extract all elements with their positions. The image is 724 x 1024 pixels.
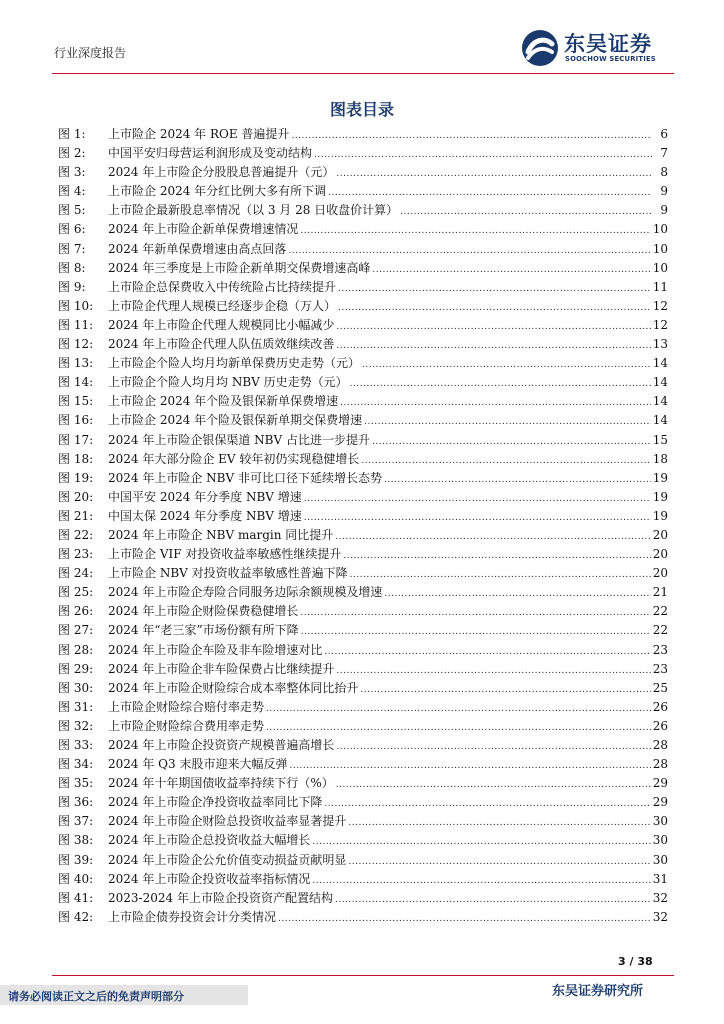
toc-leader-dots [336,165,652,184]
toc-entry-number: 图 2: [58,146,86,161]
toc-entry[interactable] [58,163,668,182]
toc-entry-number: 图 31: [58,699,94,714]
toc-entry-title[interactable]: 上市险企最新股息率情况（以 3 月 28 日收盘价计算） [108,203,399,218]
toc-entry-number: 图 36: [58,795,94,810]
toc-leader-dots [384,585,650,604]
toc-entry[interactable] [58,316,668,335]
toc-leader-dots [372,261,650,280]
toc-entry[interactable] [58,450,668,469]
toc-leader-dots [336,776,651,795]
toc-entry-title[interactable]: 上市险企个险人均月均 NBV 历史走势（元） [108,375,348,390]
toc-entry-page[interactable]: 8 [660,165,668,180]
toc-leader-dots [384,471,651,490]
disclaimer-box [0,985,248,1005]
toc-entry[interactable] [58,602,668,621]
toc-entry[interactable] [58,125,668,144]
toc-entry-page[interactable]: 20 [652,547,668,562]
toc-entry-page[interactable]: 19 [652,489,668,504]
toc-entry-page[interactable]: 26 [652,718,668,733]
toc-entry-number: 图 35: [58,776,94,791]
toc-entry-title[interactable]: 中国平安归母营运利润形成及变动结构 [108,146,313,161]
toc-entry-number: 图 8: [58,260,86,275]
toc-leader-dots [312,833,650,852]
toc-entry-title[interactable]: 上市险企 VIF 对投资收益率敏感性继续提升 [108,547,342,562]
toc-leader-dots [336,318,650,337]
toc-entry[interactable] [58,144,668,163]
toc-leader-dots [338,280,651,299]
toc-entry-number: 图 24: [58,566,94,581]
toc-entry[interactable] [58,354,668,373]
toc-entry[interactable] [58,851,668,870]
toc-entry-number: 图 7: [58,241,86,256]
toc-leader-dots [340,394,651,413]
toc-entry-title[interactable]: 上市险企 2024 年个险及银保新单保费增速 [108,394,339,409]
toc-entry-title[interactable]: 2024 年 Q3 末股市迎来大幅反弹 [108,757,288,772]
toc-leader-dots [336,662,650,681]
toc-entry-title[interactable]: 上市险企总保费收入中传统险占比持续提升 [108,279,337,294]
toc-leader-dots [301,623,651,642]
toc-leader-dots [324,795,650,814]
toc-leader-dots [266,700,651,719]
toc-entry[interactable] [58,526,668,545]
logo-chinese-name: 东吴证券 [564,32,652,56]
toc-entry-number: 图 11: [58,317,94,332]
toc-entry[interactable] [58,278,668,297]
toc-leader-dots [400,203,652,222]
toc-entry[interactable] [58,488,668,507]
toc-entry[interactable] [58,774,668,793]
toc-entry-page[interactable]: 22 [652,623,668,638]
toc-entry-number: 图 40: [58,871,94,886]
toc-entry-number: 图 28: [58,642,94,657]
toc-leader-dots [362,356,651,375]
toc-entry-number: 图 32: [58,718,94,733]
toc-entry-title[interactable]: 2024 年“老三家”市场份额有所下降 [108,623,299,638]
toc-entry-title[interactable]: 中国平安 2024 年分季度 NBV 增速 [108,489,302,504]
toc-leader-dots [348,853,650,872]
toc-entry-number: 图 33: [58,738,94,752]
toc-entry[interactable] [58,793,668,812]
toc-entry[interactable] [58,755,668,774]
toc-entry-title[interactable]: 2024 年上市险企代理人队伍质效继续改善 [108,337,335,352]
toc-entry-page[interactable]: 28 [652,757,668,772]
toc-entry-number: 图 10: [58,298,94,313]
toc-leader-dots [343,547,650,566]
toc-entry[interactable] [58,812,668,831]
toc-entry-title[interactable]: 2024 年上市险企银保渠道 NBV 占比进一步提升 [108,432,370,447]
toc-entry-number: 图 41: [58,890,94,905]
toc-entry[interactable] [58,259,668,278]
toc-entry-page[interactable]: 28 [652,738,668,752]
toc-entry-page[interactable]: 14 [652,394,668,409]
toc-entry-title[interactable]: 2024 年上市险企投资资产规模普遍高增长 [108,738,335,752]
toc-entry-number: 图 19: [58,470,94,485]
toc-entry-number: 图 37: [58,814,94,829]
toc-leader-dots [278,910,651,929]
toc-leader-dots [372,433,651,452]
toc-leader-dots [336,337,650,356]
toc-entry-page[interactable]: 32 [652,890,668,905]
toc-entry-number: 图 34: [58,757,94,772]
toc-entry-number: 图 39: [58,852,94,867]
toc-entry-page[interactable]: 30 [652,814,668,829]
toc-entry-number: 图 1: [58,127,86,141]
toc-entry[interactable] [58,679,668,698]
toc-entry[interactable] [58,431,668,450]
toc-entry-title[interactable]: 2024 年上市险企财险保费稳健增长 [108,604,299,619]
toc-entry-page[interactable]: 32 [652,909,668,924]
toc-entry[interactable] [58,736,668,755]
toc-entry-title[interactable]: 上市险企 NBV 对投资收益率敏感性普遍下降 [108,566,348,581]
header-divider [52,73,674,74]
toc-entry-page[interactable]: 30 [652,833,668,848]
toc-leader-dots [335,528,650,547]
toc-entry-page[interactable]: 22 [652,604,668,619]
toc-entry-title[interactable]: 上市险企 2024 年分红比例大多有所下调 [108,184,327,199]
toc-entry-number: 图 12: [58,337,94,352]
toc-entry-page[interactable]: 7 [660,146,668,161]
report-type-label: 行业深度报告 [54,46,127,60]
toc-entry-number: 图 30: [58,680,94,695]
toc-leader-dots [350,566,651,585]
toc-leader-dots [350,375,651,394]
toc-leader-dots [336,738,650,757]
toc-leader-dots [361,452,650,471]
toc-leader-dots [335,891,651,910]
toc-entry[interactable] [58,297,668,316]
toc-entry[interactable] [58,469,668,488]
toc-entry-title[interactable]: 2024 年十年期国债收益率持续下行（%） [108,776,334,791]
toc-entry-title[interactable]: 2024 年上市险企总投资收益大幅增长 [108,833,311,848]
toc-leader-dots [324,643,650,662]
toc-entry-number: 图 42: [58,909,94,924]
company-logo [520,26,680,70]
toc-entry[interactable] [58,507,668,526]
toc-leader-dots [360,681,650,700]
toc-entry[interactable] [58,583,668,602]
toc-entry-page[interactable]: 20 [652,566,668,581]
toc-entry-number: 图 17: [58,432,94,447]
toc-entry-title[interactable]: 2024 年上市险企 NBV margin 同比提升 [108,527,334,542]
toc-leader-dots [304,490,651,509]
toc-entry-number: 图 23: [58,547,94,562]
toc-entry-number: 图 3: [58,165,86,180]
toc-entry-page[interactable]: 14 [652,356,668,371]
toc-leader-dots [304,509,651,528]
toc-entry[interactable] [58,889,668,908]
toc-entry-page[interactable]: 23 [652,642,668,657]
toc-entry-page[interactable]: 29 [652,776,668,791]
toc-entry-page[interactable]: 19 [652,470,668,485]
toc-entry-title[interactable]: 2024 年上市险企财险总投资收益率显著提升 [108,814,347,829]
toc-entry-title[interactable]: 2024 年上市险企净投资收益率同比下降 [108,795,323,810]
toc-entry-page[interactable]: 14 [652,375,668,390]
toc-entry-title[interactable]: 上市险企 2024 年个险及银保新单期交保费增速 [108,413,363,428]
toc-entry-page[interactable]: 10 [652,222,668,237]
toc-entry-title[interactable]: 2024 年上市险企新单保费增速情况 [108,222,299,237]
toc-entry-number: 图 20: [58,489,94,504]
toc-leader-dots [338,299,651,318]
toc-entry[interactable] [58,392,668,411]
toc-leader-dots [289,757,650,776]
toc-entry-title[interactable]: 上市险企财险综合赔付率走势 [108,699,265,714]
toc-entry-number: 图 4: [58,184,86,199]
toc-leader-dots [300,604,650,623]
toc-entry-title[interactable]: 中国太保 2024 年分季度 NBV 增速 [108,508,302,523]
toc-leader-dots [348,814,650,833]
toc-entry-title[interactable]: 上市险企代理人规模已经逐步企稳（万人） [108,298,337,313]
toc-entry[interactable] [58,411,668,430]
toc-entry-title[interactable]: 2024 年上市险企代理人规模同比小幅减少 [108,317,335,332]
toc-entry-title[interactable]: 上市险企财险综合费用率走势 [108,718,265,733]
toc-entry-title[interactable]: 2024 年上市险企非车险保费占比继续提升 [108,661,335,676]
toc-entry-number: 图 27: [58,623,94,638]
toc-entry[interactable] [58,545,668,564]
toc-entry-title[interactable]: 2024 年三季度是上市险企新单期交保费增速高峰 [108,260,371,275]
toc-entry-page[interactable]: 11 [652,279,668,294]
toc-entry-number: 图 21: [58,508,94,523]
toc-entry[interactable] [58,641,668,660]
toc-entry-number: 图 14: [58,375,94,390]
toc-entry-page[interactable]: 12 [652,317,668,332]
toc-entry[interactable] [58,335,668,354]
toc-leader-dots [314,146,652,165]
toc-entry-number: 图 22: [58,527,94,542]
toc-leader-dots [312,872,650,891]
toc-entry-title[interactable]: 上市险企 2024 年 ROE 普遍提升 [108,127,290,141]
toc-entry-number: 图 13: [58,356,94,371]
toc-entry-page[interactable]: 13 [652,337,668,352]
toc-entry-number: 图 26: [58,604,94,619]
toc-entry[interactable] [58,831,668,850]
toc-entry-number: 图 5: [58,203,86,218]
toc-leader-dots [364,413,651,432]
footer-divider [52,975,674,976]
toc-entry[interactable] [58,660,668,679]
toc-entry-page[interactable]: 12 [652,298,668,313]
toc-entry-page[interactable]: 18 [652,451,668,466]
toc-entry-page[interactable]: 9 [660,203,668,218]
toc-entry-title[interactable]: 2024 年上市险企 NBV 非可比口径下延续增长态势 [108,470,382,485]
toc-entry-page[interactable]: 31 [652,871,668,886]
toc-entry-page[interactable]: 29 [652,795,668,810]
toc-leader-dots [300,222,650,241]
toc-entry-number: 图 25: [58,585,94,600]
toc-entry-title[interactable]: 2024 年上市险企财险综合成本率整体同比抬升 [108,680,359,695]
toc-entry[interactable] [58,182,668,201]
toc-entry-page[interactable]: 23 [652,661,668,676]
toc-entry-title[interactable]: 2024 年新单保费增速由高点回落 [108,241,287,256]
toc-entry-page[interactable]: 20 [652,527,668,542]
toc-entry[interactable] [58,240,668,259]
toc-entry-title[interactable]: 上市险企债券投资会计分类情况 [108,909,277,924]
page-indicator: 3 / 38 [618,955,653,968]
toc-entry-page[interactable]: 19 [652,508,668,523]
toc-entry-number: 图 6: [58,222,86,237]
toc-entry-page[interactable]: 10 [652,260,668,275]
toc-leader-dots [291,127,652,146]
toc-entry[interactable] [58,717,668,736]
toc-entry-title[interactable]: 2024 年上市险企分股股息普遍提升（元） [108,165,335,180]
toc-entry[interactable] [58,201,668,220]
toc-entry-number: 图 16: [58,413,94,428]
toc-entry-number: 图 38: [58,833,94,848]
toc-entry-title[interactable]: 2024 年上市险企车险及非车险增速对比 [108,642,323,657]
toc-entry-title[interactable]: 2024 年上市险企投资收益率指标情况 [108,871,311,886]
toc-entry-number: 图 29: [58,661,94,676]
toc-entry-page[interactable]: 30 [652,852,668,867]
toc-entry[interactable] [58,373,668,392]
toc-entry-title[interactable]: 上市险企个险人均月均新单保费历史走势（元） [108,356,361,371]
toc-entry-page[interactable]: 26 [652,699,668,714]
toc-entry-title[interactable]: 2024 年上市险企寿险合同服务边际余额规模及增速 [108,585,383,600]
toc-entry-number: 图 9: [58,279,86,294]
toc-entry-title[interactable]: 2024 年大部分险企 EV 较年初仍实现稳健增长 [108,451,360,466]
toc-entry-page[interactable]: 25 [652,680,668,695]
figure-table-of-contents [58,125,668,927]
disclaimer-text: 请务必阅读正文之后的免责声明部分 [8,990,184,1003]
toc-entry-number: 图 15: [58,394,94,409]
toc-entry[interactable] [58,220,668,239]
institute-name: 东吴证券研究所 [552,984,644,999]
toc-entry[interactable] [58,621,668,640]
toc-entry-page[interactable]: 9 [660,184,668,199]
toc-title: 图表目录 [329,100,394,119]
toc-entry-title[interactable]: 2023-2024 年上市险企投资资产配置结构 [108,890,333,905]
logo-english-name: SOOCHOW SECURITIES [565,55,656,63]
toc-entry-page[interactable]: 14 [652,413,668,428]
soochow-logo-icon [520,28,560,68]
toc-entry[interactable] [58,908,668,927]
toc-entry-page[interactable]: 21 [652,585,668,600]
toc-entry-page[interactable]: 15 [652,432,668,447]
toc-entry-title[interactable]: 2024 年上市险企公允价值变动损益贡献明显 [108,852,347,867]
toc-entry-page[interactable]: 10 [652,241,668,256]
toc-entry[interactable] [58,870,668,889]
toc-entry-page[interactable]: 6 [660,127,668,141]
toc-entry-number: 图 18: [58,451,94,466]
toc-entry[interactable] [58,564,668,583]
toc-entry[interactable] [58,698,668,717]
